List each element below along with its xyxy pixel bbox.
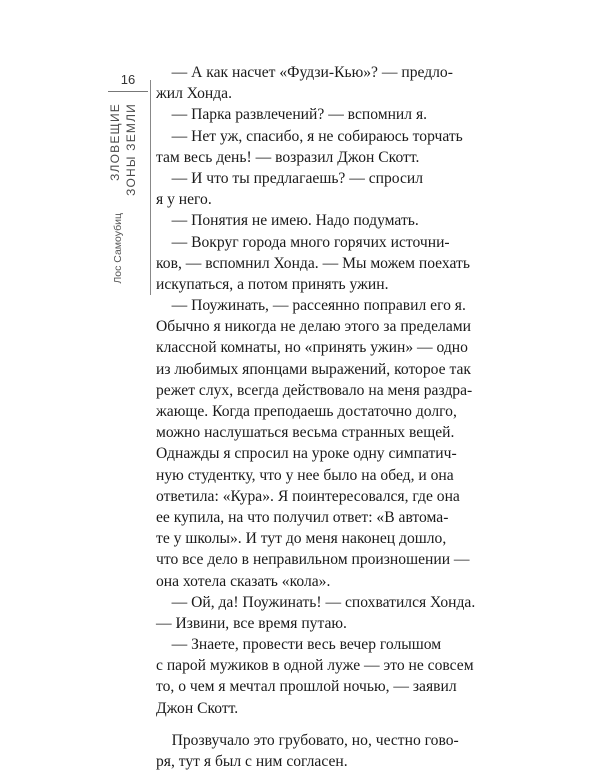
paragraph-gap bbox=[156, 719, 503, 730]
text-line: из любимых японцами выражений, которое так bbox=[156, 360, 471, 378]
running-head-author: Лос Самоубиц bbox=[112, 213, 124, 284]
text-line: классной комнаты, но «принять ужин» — одно bbox=[156, 339, 468, 357]
text-line: искупаться, а потом принять ужин. bbox=[156, 275, 389, 293]
page-number-rule bbox=[108, 91, 148, 92]
running-head-title-line-1: ЗЛОВЕЩИЕ bbox=[108, 103, 122, 181]
text-line: то, о чем я мечтал прошлой ночью, — заявил bbox=[156, 678, 457, 696]
text-line: ную студентку, что у нее было на обед, и она bbox=[156, 466, 454, 484]
body-text bbox=[156, 62, 503, 772]
text-line: жил Хонда. bbox=[156, 85, 232, 103]
text-line: — Парка развлечений? — вспомнил я. bbox=[156, 106, 428, 124]
text-line: — Вокруг города много горячих источни- bbox=[156, 233, 450, 251]
text-line: — Понятия не имею. Надо подумать. bbox=[156, 212, 419, 230]
text-line: режет слух, всегда действовало на меня раздра- bbox=[156, 381, 473, 399]
text-line: — Поужинать, — рассеянно поправил его я. bbox=[156, 297, 466, 315]
paragraph bbox=[156, 126, 503, 168]
paragraph bbox=[156, 232, 503, 296]
text-line: Обычно я никогда не делаю этого за пределами bbox=[156, 318, 471, 336]
text-line: ря, тут я был с ним согласен. bbox=[156, 753, 348, 770]
paragraph bbox=[156, 592, 503, 634]
page-number: 16 bbox=[120, 72, 136, 87]
paragraph bbox=[156, 62, 503, 104]
text-line: Однажды я спросил на уроке одну симпатич- bbox=[156, 445, 457, 463]
text-line: — Нет уж, спасибо, я не собираюсь торчать bbox=[156, 127, 463, 145]
text-line: там весь день! — возразил Джон Скотт. bbox=[156, 148, 420, 166]
paragraph bbox=[156, 104, 503, 125]
text-line: я у него. bbox=[156, 191, 212, 209]
text-line: — Извини, все время путаю. bbox=[156, 614, 347, 632]
text-line: Прозвучало это грубовато, но, честно гово- bbox=[156, 731, 459, 749]
paragraph bbox=[156, 634, 503, 719]
paragraph bbox=[156, 730, 503, 772]
paragraph bbox=[156, 295, 503, 592]
text-line: что все дело в неправильном произношении — bbox=[156, 551, 470, 569]
text-line: — И что ты предлагаешь? — спросил bbox=[156, 169, 424, 187]
text-line: ответила: «Кура». Я поинтересовался, где она bbox=[156, 487, 460, 505]
running-head-rule bbox=[150, 80, 151, 295]
text-line: — Знаете, провести весь вечер голышом bbox=[156, 636, 442, 654]
text-line: с парой мужиков в одной луже — это не совсем bbox=[156, 657, 474, 675]
paragraph bbox=[156, 168, 503, 210]
text-line: — Ой, да! Поужинать! — спохватился Хонда. bbox=[156, 593, 476, 611]
text-line: можно наслушаться весьма странных вещей. bbox=[156, 424, 455, 442]
running-head-title-line-2: ЗОНЫ ЗЕМЛИ bbox=[124, 103, 138, 196]
text-line: — А как насчет «Фудзи-Кью»? — предло- bbox=[156, 64, 453, 81]
text-line: Джон Скотт. bbox=[156, 699, 239, 717]
text-line: жающе. Когда преподаешь достаточно долго, bbox=[156, 403, 457, 420]
text-line: ков, — вспомнил Хонда. — Мы можем поехать bbox=[156, 254, 470, 272]
text-line: те у школы». И тут до меня наконец дошло, bbox=[156, 530, 447, 548]
paragraph bbox=[156, 210, 503, 231]
text-line: она хотела сказать «кола». bbox=[156, 572, 331, 590]
text-line: ее купила, на что получил ответ: «В автома- bbox=[156, 508, 449, 526]
